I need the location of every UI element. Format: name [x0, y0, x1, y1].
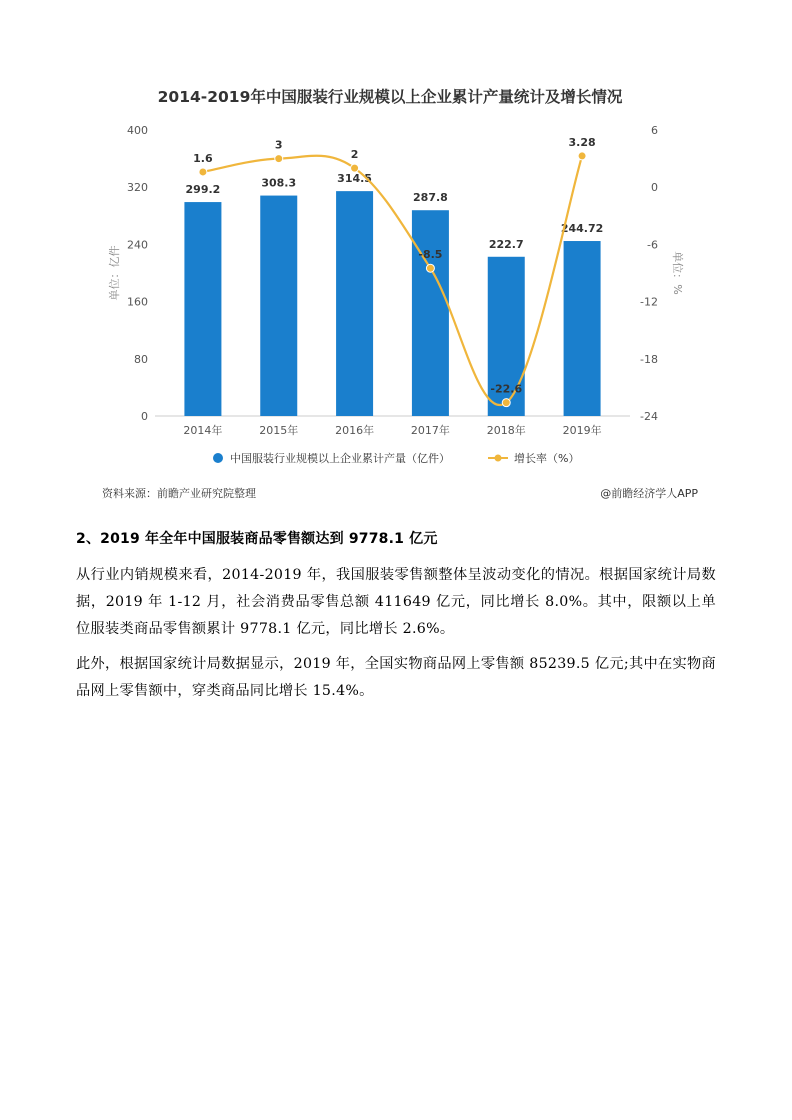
y-axis-left-ticks: [127, 124, 148, 423]
legend-bar-swatch: [213, 453, 223, 463]
bar: [260, 196, 297, 416]
growth-point: [502, 399, 510, 407]
growth-point: [199, 168, 207, 176]
chart-figure: [90, 75, 710, 515]
bar-value-label: 287.8: [413, 191, 448, 205]
bar-value-label: 314.5: [337, 172, 372, 186]
bar-value-label: 244.72: [560, 222, 604, 236]
section-heading: 2、2019 年全年中国服装商品零售额达到 9778.1 亿元: [76, 531, 438, 547]
bar-value-label: 308.3: [261, 176, 297, 190]
y-left-tick-label: 80: [134, 352, 148, 366]
bar: [564, 241, 601, 416]
bar: [412, 210, 449, 416]
bar: [336, 191, 373, 416]
y-left-tick-label: 240: [127, 238, 148, 252]
y-right-tick-label: -12: [640, 295, 658, 309]
y-right-tick-label: -6: [647, 238, 658, 252]
x-tick-label: 2019年: [562, 424, 602, 437]
growth-value-label: 3.28: [568, 135, 596, 149]
growth-line: [203, 156, 582, 405]
bar-value-label: 222.7: [488, 237, 524, 251]
chart-credit: @前瞻经济学人APP: [600, 487, 698, 500]
chart-title: 2014-2019年中国服装行业规模以上企业累计产量统计及增长情况: [157, 88, 623, 106]
y-right-tick-label: 6: [651, 124, 658, 137]
paragraph-1: 从行业内销规模来看，2014-2019 年，我国服装零售额整体呈波动变化的情况。根据国家统计局数据，2019 年 1-12 月，社会消费品零售总额 411649 亿元，同比增长 8.0%。其中，限额以上单位服装类商品零售额累计 9778.1 亿元，同比增长 2.6%。: [76, 567, 716, 637]
growth-point: [275, 155, 283, 163]
growth-value-label: -22.6: [490, 382, 523, 396]
y-right-tick-label: -24: [640, 410, 658, 423]
growth-value-label: 1.6: [193, 151, 213, 165]
line-series: [199, 152, 586, 407]
x-tick-label: 2015年: [259, 424, 299, 437]
growth-point: [426, 264, 434, 272]
y-axis-right-ticks: [640, 124, 658, 423]
chart-svg: [90, 75, 710, 515]
bar-series: [184, 191, 600, 416]
x-axis-ticks: [183, 423, 601, 437]
article: [76, 528, 716, 713]
x-tick-label: 2014年: [183, 424, 223, 437]
growth-point: [351, 164, 359, 172]
y-left-tick-label: 400: [127, 124, 148, 137]
y-axis-left-title: 单位：亿件: [108, 245, 121, 301]
y-axis-right-title: 单位：%: [671, 251, 684, 295]
growth-value-label: 3: [274, 138, 283, 152]
y-right-tick-label: -18: [640, 352, 658, 366]
growth-point: [578, 152, 586, 160]
chart-source: 资料来源：前瞻产业研究院整理: [102, 487, 256, 500]
legend-line-dot: [495, 455, 502, 462]
x-tick-label: 2018年: [486, 424, 526, 437]
bar: [184, 202, 221, 416]
bar-value-label: 299.2: [185, 183, 221, 197]
y-left-tick-label: 160: [127, 295, 148, 309]
y-left-tick-label: 320: [127, 181, 148, 195]
legend-line-label: 增长率（%）: [514, 452, 580, 465]
y-right-tick-label: 0: [651, 181, 658, 195]
x-tick-label: 2016年: [335, 424, 375, 437]
legend-bar-label: 中国服装行业规模以上企业累计产量（亿件）: [230, 452, 450, 465]
x-tick-label: 2017年: [410, 424, 450, 437]
growth-value-label: 2: [350, 148, 359, 162]
growth-value-label: -8.5: [418, 248, 443, 262]
legend: [213, 451, 579, 465]
y-left-tick-label: 0: [141, 410, 148, 423]
line-labels: [193, 136, 595, 396]
paragraph-2: 此外，根据国家统计局数据显示，2019 年，全国实物商品网上零售额 85239.5 亿元;其中在实物商品网上零售额中，穿类商品同比增长 15.4%。: [76, 656, 716, 699]
